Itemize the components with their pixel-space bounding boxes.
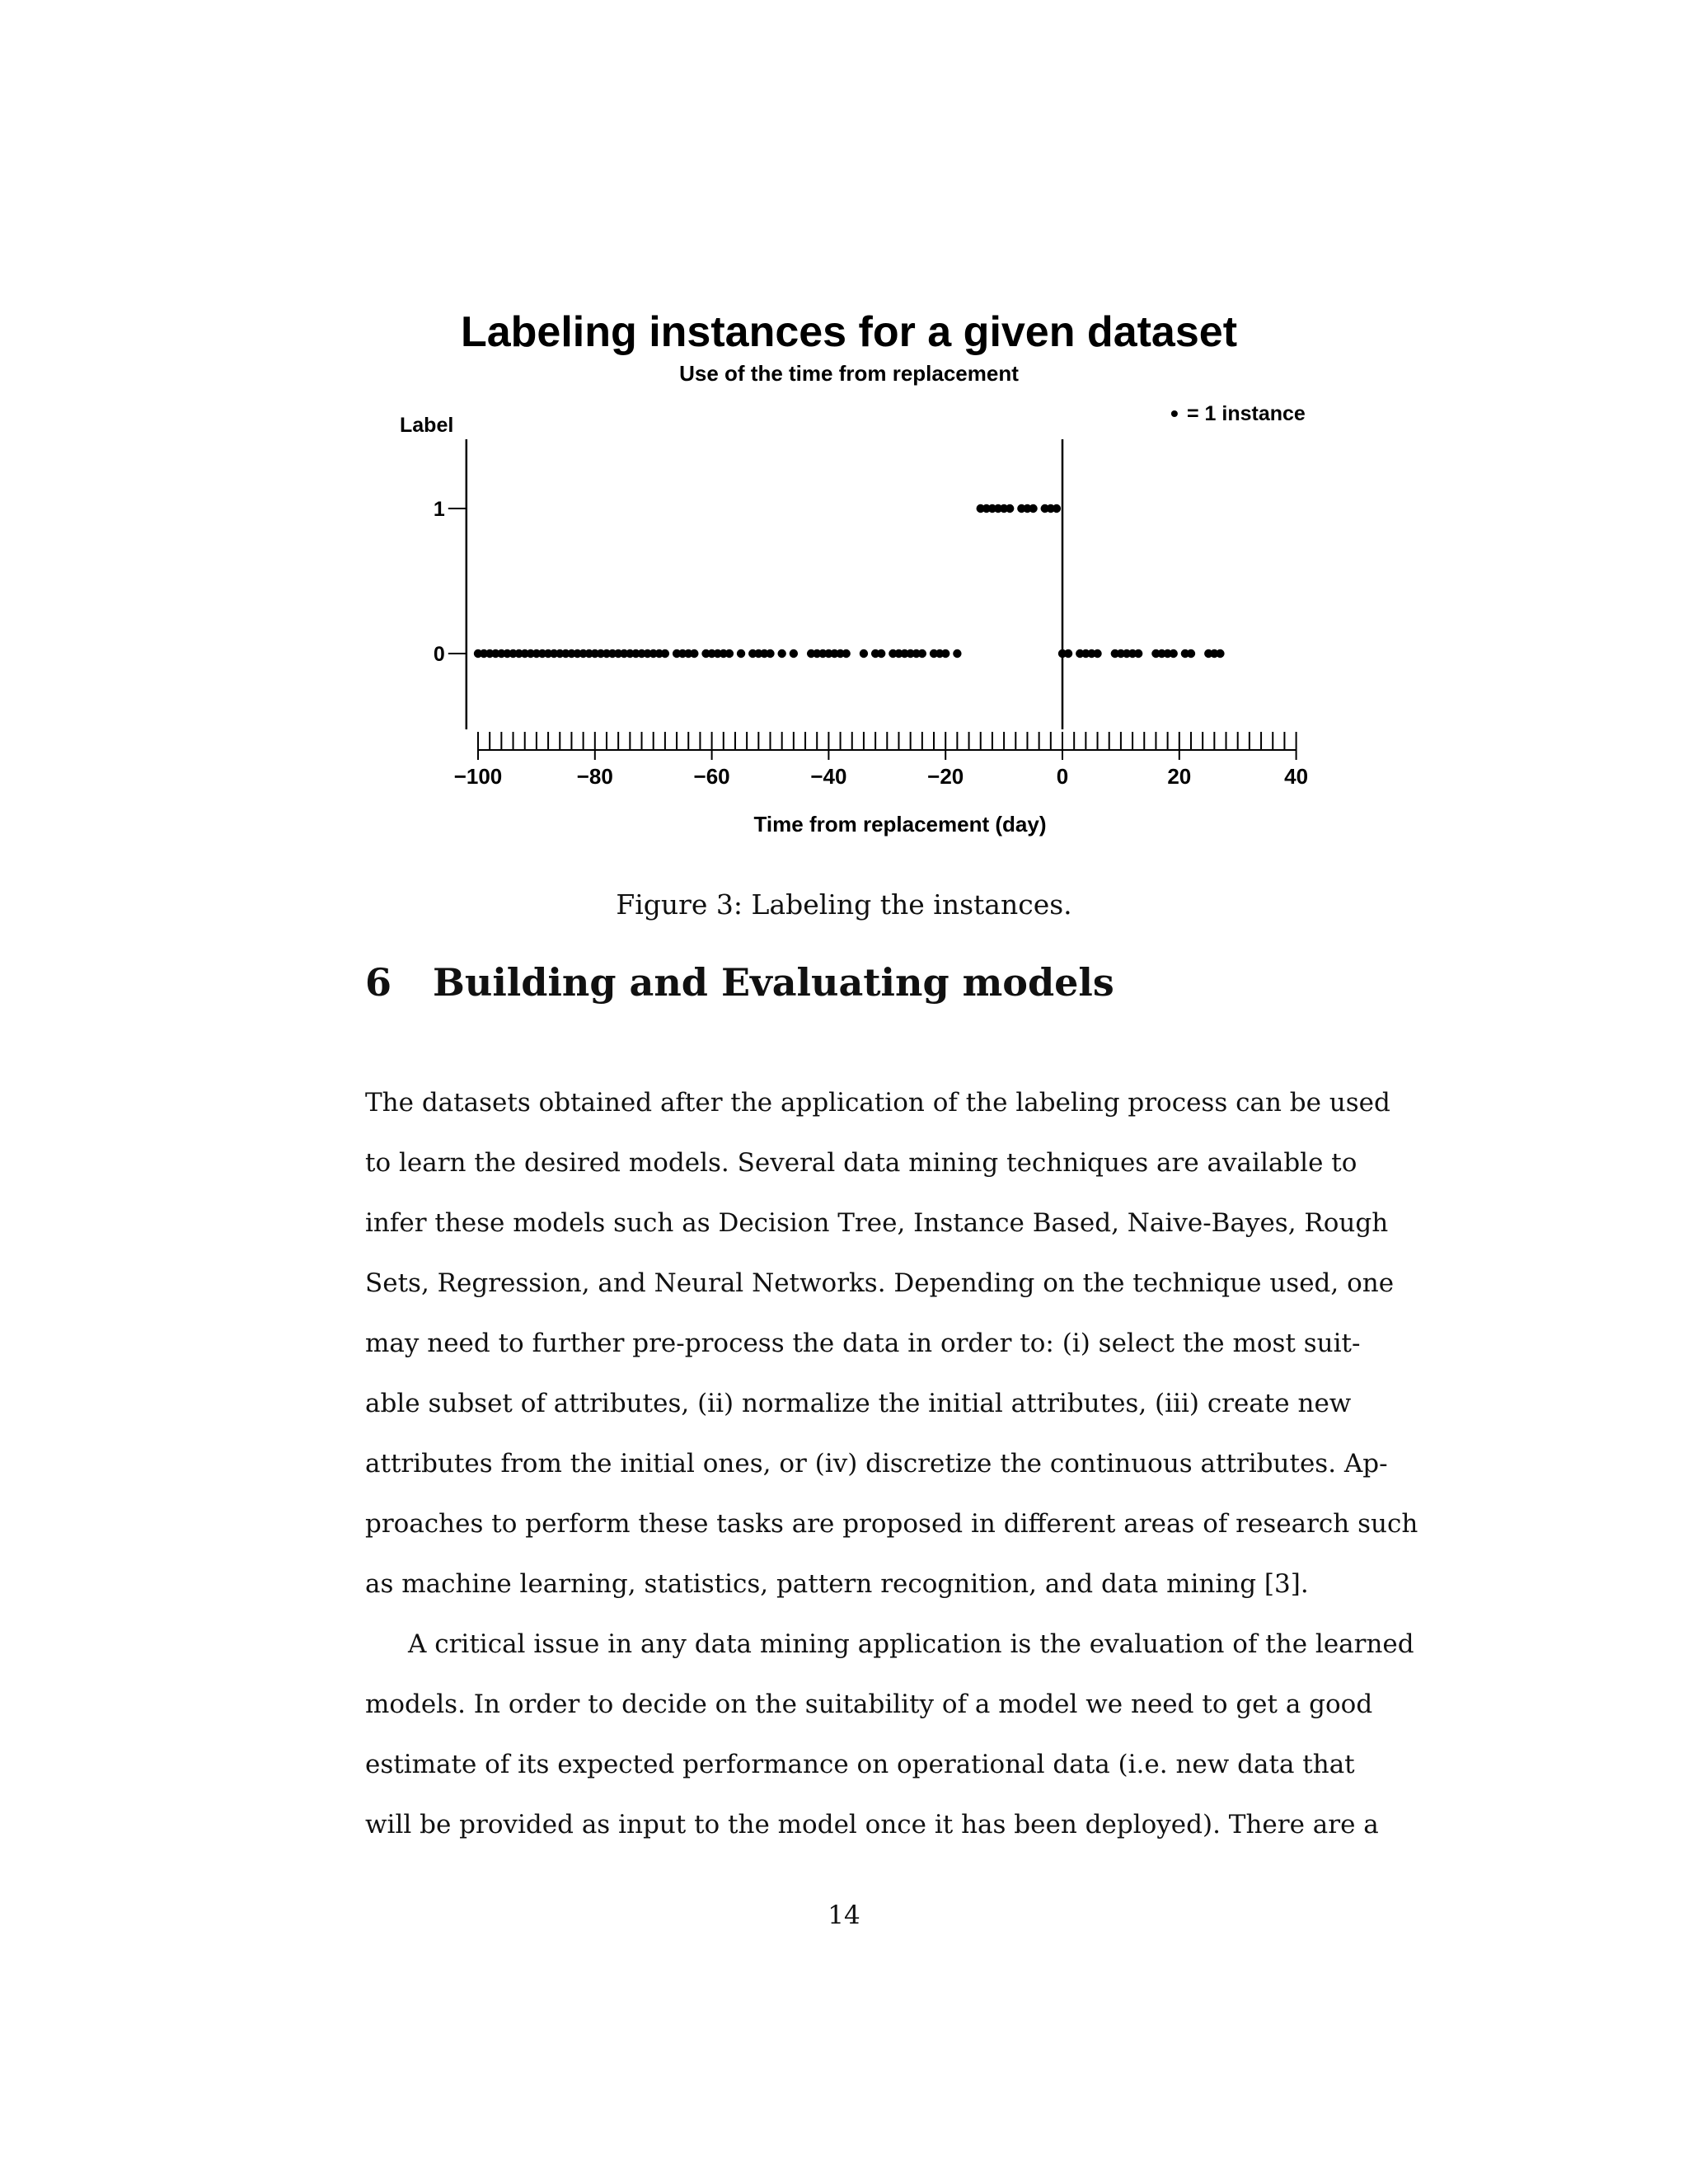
data-point bbox=[1216, 649, 1224, 658]
data-point bbox=[1029, 504, 1037, 513]
body-line: Sets, Regression, and Neural Networks. Depending on the technique used, one bbox=[365, 1268, 1395, 1298]
y-tick-label: 0 bbox=[433, 643, 445, 666]
body-line: to learn the desired models. Several data mining techniques are available to bbox=[365, 1148, 1357, 1178]
data-point bbox=[1053, 504, 1061, 513]
chart-points bbox=[474, 504, 1225, 658]
data-point bbox=[766, 649, 774, 658]
x-tick-label: 20 bbox=[1167, 764, 1192, 789]
body-line: able subset of attributes, (ii) normalize the initial attributes, (iii) create new bbox=[365, 1389, 1352, 1418]
x-tick-label: −80 bbox=[576, 764, 613, 789]
data-point bbox=[1064, 649, 1072, 658]
data-point bbox=[1170, 649, 1178, 658]
body-line: models. In order to decide on the suitability of a model we need to get a good bbox=[365, 1690, 1373, 1719]
x-tick-label: −60 bbox=[693, 764, 730, 789]
data-point bbox=[1134, 649, 1142, 658]
figure-caption: Figure 3: Labeling the instances. bbox=[616, 888, 1072, 921]
data-point bbox=[941, 649, 950, 658]
chart-axes bbox=[434, 439, 1308, 789]
section-number: 6 bbox=[365, 960, 392, 1005]
body-line: The datasets obtained after the application of the labeling process can be used bbox=[365, 1088, 1390, 1118]
data-point bbox=[690, 649, 698, 658]
data-point bbox=[877, 649, 885, 658]
x-axis-label: Time from replacement (day) bbox=[753, 812, 1047, 837]
body-line: estimate of its expected performance on operational data (i.e. new data that bbox=[365, 1750, 1355, 1779]
body-line: will be provided as input to the model once it has been deployed). There are a bbox=[365, 1810, 1379, 1840]
labeling-scatter-chart bbox=[0, 0, 1688, 890]
data-point bbox=[1093, 649, 1101, 658]
body-line: infer these models such as Decision Tree, Instance Based, Naive-Bayes, Rough bbox=[365, 1208, 1389, 1238]
page-number: 14 bbox=[828, 1900, 860, 1930]
chart-subtitle: Use of the time from replacement bbox=[679, 361, 1019, 386]
y-axis-label: Label bbox=[400, 414, 454, 437]
data-point bbox=[737, 649, 745, 658]
data-point bbox=[953, 649, 961, 658]
section-title: Building and Evaluating models bbox=[433, 960, 1114, 1005]
data-point bbox=[777, 649, 785, 658]
data-point bbox=[918, 649, 926, 658]
x-tick-label: 40 bbox=[1284, 764, 1309, 789]
data-point bbox=[725, 649, 734, 658]
x-tick-label: −20 bbox=[927, 764, 964, 789]
x-tick-label: 0 bbox=[1056, 764, 1069, 789]
x-tick-label: −100 bbox=[453, 764, 503, 789]
chart-legend bbox=[1170, 401, 1306, 426]
data-point bbox=[790, 649, 798, 658]
section-heading bbox=[365, 960, 1114, 1005]
data-point bbox=[842, 649, 850, 658]
body-line: A critical issue in any data mining application is the evaluation of the learned bbox=[408, 1629, 1414, 1659]
body-line: proaches to perform these tasks are proposed in different areas of research such bbox=[365, 1509, 1418, 1539]
data-point bbox=[661, 649, 669, 658]
data-point bbox=[1187, 649, 1195, 658]
legend-symbol: • bbox=[1170, 401, 1179, 426]
y-tick-label: 1 bbox=[433, 498, 445, 521]
data-point bbox=[1006, 504, 1014, 513]
body-line: may need to further pre-process the data in order to: (i) select the most suit- bbox=[365, 1329, 1361, 1358]
x-tick-label: −40 bbox=[810, 764, 847, 789]
body-line: as machine learning, statistics, pattern recognition, and data mining [3]. bbox=[365, 1569, 1309, 1599]
legend-text: = 1 instance bbox=[1187, 402, 1306, 425]
data-point bbox=[860, 649, 868, 658]
body-line: attributes from the initial ones, or (iv) discretize the continuous attributes. Ap- bbox=[365, 1449, 1388, 1479]
chart-title: Labeling instances for a given dataset bbox=[460, 308, 1238, 356]
